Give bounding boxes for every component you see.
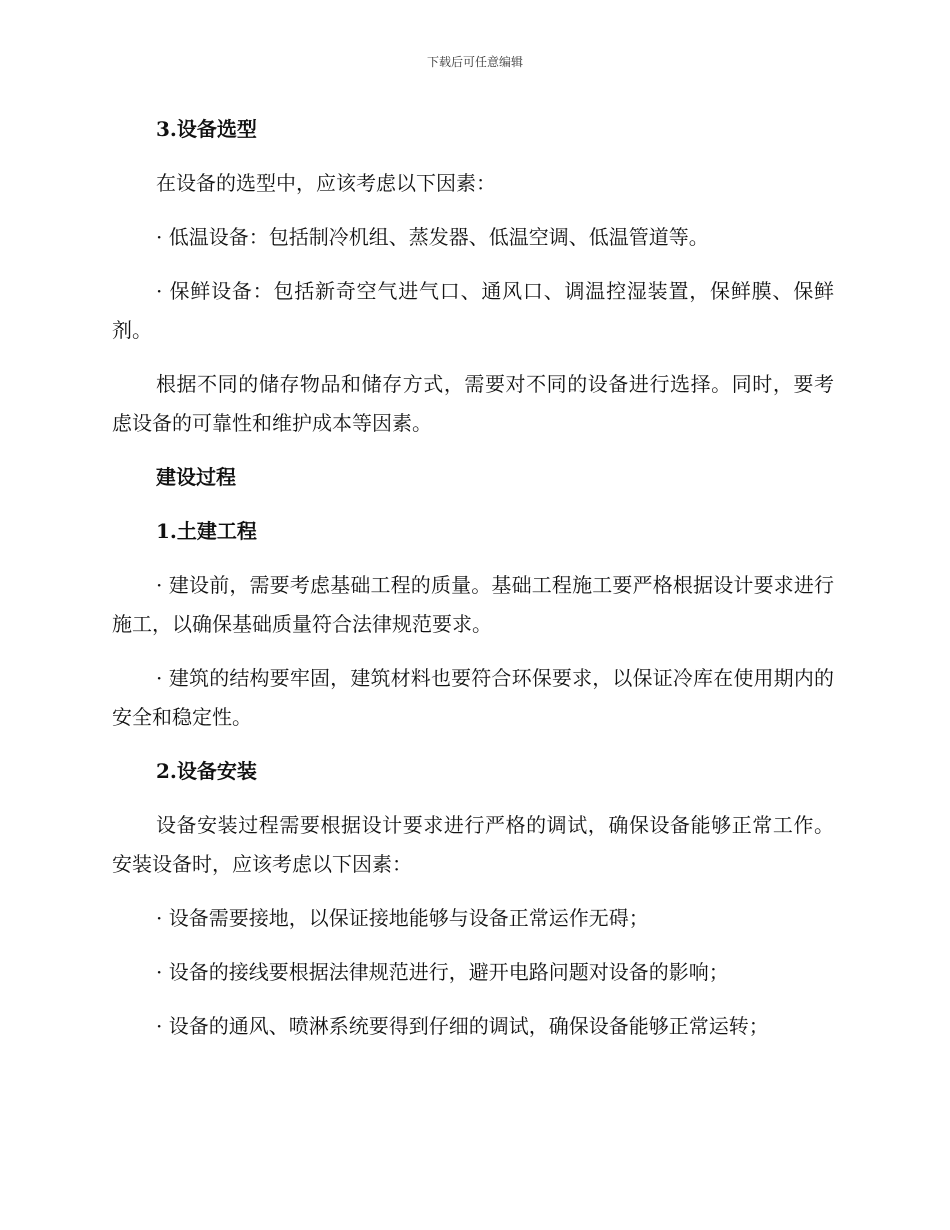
- bullet-structure-materials: · 建筑的结构要牢固，建筑材料也要符合环保要求，以保证冷库在使用期内的安全和稳定性。: [112, 666, 834, 729]
- subheading-civil-works: 1.土建工程: [156, 519, 257, 543]
- bullet-wiring: · 设备的接线要根据法律规范进行，避开电路问题对设备的影响；: [156, 960, 729, 984]
- document-body: [112, 110, 834, 1061]
- bullet-low-temp-equipment: · 低温设备：包括制冷机组、蒸发器、低温空调、低温管道等。: [156, 225, 709, 249]
- bullet-grounding: · 设备需要接地，以保证接地能够与设备正常运作无碍；: [156, 906, 649, 930]
- paragraph-installation-intro: 设备安装过程需要根据设计要求进行严格的调试，确保设备能够正常工作。安装设备时，应该考虑以下因素：: [112, 813, 834, 876]
- bullet-preservation-equipment: · 保鲜设备：包括新奇空气进气口、通风口、调温控湿装置，保鲜膜、保鲜剂。: [112, 279, 834, 342]
- page-header: 下载后可任意编辑: [426, 55, 523, 69]
- bullet-ventilation-sprinkler: · 设备的通风、喷淋系统要得到仔细的调试，确保设备能够正常运转；: [156, 1014, 769, 1038]
- subheading-equipment-installation: 2.设备安装: [156, 759, 257, 783]
- section-heading-construction: 建设过程: [156, 465, 236, 489]
- paragraph-selection-intro: 在设备的选型中，应该考虑以下因素：: [156, 171, 496, 195]
- bullet-foundation-quality: · 建设前，需要考虑基础工程的质量。基础工程施工要严格根据设计要求进行施工，以确保基础质量符合法律规范要求。: [112, 573, 834, 636]
- section-heading-equipment-selection: 3.设备选型: [156, 117, 257, 141]
- paragraph-selection-note: 根据不同的储存物品和储存方式，需要对不同的设备进行选择。同时，要考虑设备的可靠性和维护成本等因素。: [112, 372, 834, 435]
